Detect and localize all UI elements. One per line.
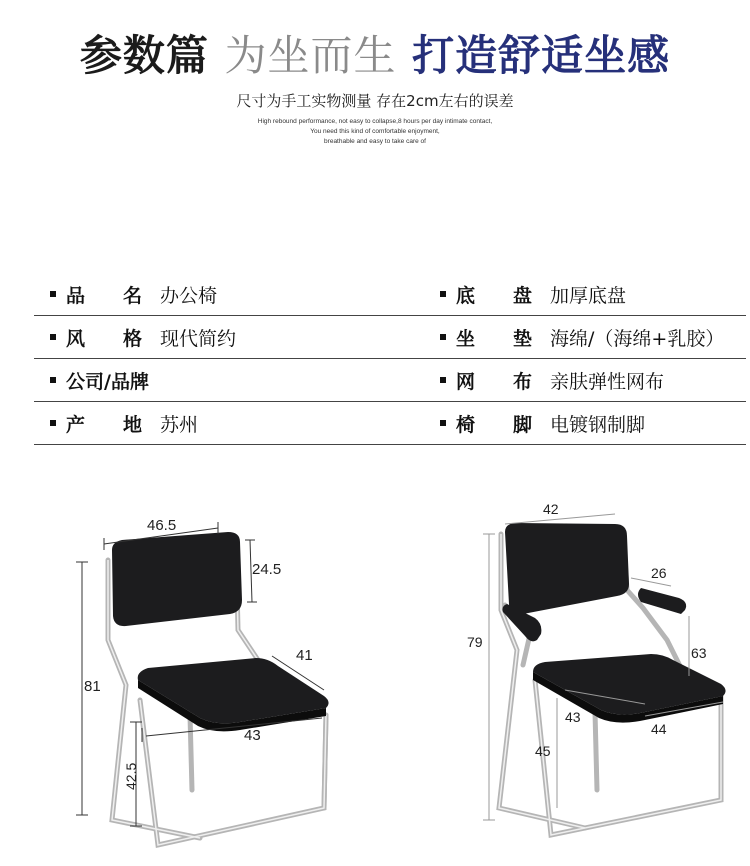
title-part-3: 打造舒适坐感 bbox=[412, 31, 671, 80]
spec-value: 现代简约 bbox=[160, 327, 237, 350]
spec-label bbox=[456, 324, 532, 351]
spec-item bbox=[34, 402, 390, 444]
header bbox=[0, 28, 750, 147]
english-line: breathable and easy to take care of bbox=[324, 138, 426, 145]
spec-label-char: 产 bbox=[66, 413, 86, 436]
subtitle: 尺寸为手工实物测量 存在2cm左右的误差 bbox=[236, 92, 514, 110]
chair-dimension-figure-right bbox=[455, 490, 750, 866]
spec-row bbox=[34, 359, 746, 402]
chair-dimension-figure-left bbox=[40, 490, 360, 866]
spec-label bbox=[66, 281, 142, 308]
spec-item bbox=[34, 273, 390, 315]
english-line: High rebound performance, not easy to collapse,8 hours per day intimate contact, bbox=[257, 118, 493, 125]
spec-item bbox=[34, 316, 390, 358]
spec-label-char: 地 bbox=[122, 413, 142, 436]
dimension-label-seat-height: 45 bbox=[535, 743, 551, 759]
spec-label-char: 坐 bbox=[456, 327, 476, 350]
title-part-2: 为坐而生 bbox=[224, 31, 397, 80]
spec-row bbox=[34, 273, 746, 316]
spec-label-char: 品 bbox=[66, 284, 86, 307]
page-title bbox=[0, 28, 750, 84]
spec-item bbox=[390, 402, 746, 444]
spec-item bbox=[390, 273, 746, 315]
chair-backrest bbox=[112, 532, 242, 626]
spec-value: 办公椅 bbox=[160, 284, 218, 307]
spec-label-char: 布 bbox=[512, 370, 532, 393]
dimension-label-height: 79 bbox=[467, 634, 483, 650]
spec-label-char: 脚 bbox=[512, 413, 532, 436]
bullet-icon bbox=[50, 291, 56, 297]
spec-label-char: 名 bbox=[122, 284, 142, 307]
bullet-icon bbox=[50, 420, 56, 426]
dimension-label-width: 42 bbox=[543, 501, 559, 517]
bullet-icon bbox=[50, 377, 56, 383]
spec-table bbox=[34, 273, 746, 445]
spec-label bbox=[66, 410, 142, 437]
dimension-label-width: 46.5 bbox=[147, 517, 177, 534]
dimension-label-depth: 41 bbox=[296, 647, 313, 664]
spec-label bbox=[456, 281, 532, 308]
spec-value: 加厚底盘 bbox=[550, 284, 627, 307]
spec-label-char: 椅 bbox=[456, 413, 476, 436]
bullet-icon bbox=[440, 334, 446, 340]
dimension-label-height: 81 bbox=[84, 678, 101, 695]
dimension-label-seat-width: 44 bbox=[651, 721, 667, 737]
dimension-label-seat-depth: 43 bbox=[565, 709, 581, 725]
spec-item bbox=[390, 359, 746, 401]
spec-label-char: 网 bbox=[456, 370, 476, 393]
title-part-1: 参数篇 bbox=[79, 31, 209, 80]
bullet-icon bbox=[440, 377, 446, 383]
dimension-label-back-height: 24.5 bbox=[252, 561, 282, 578]
spec-label bbox=[456, 367, 532, 394]
bullet-icon bbox=[50, 334, 56, 340]
spec-row bbox=[34, 316, 746, 359]
spec-label-char: 格 bbox=[122, 327, 142, 350]
spec-label-char: 底 bbox=[456, 284, 476, 307]
spec-row bbox=[34, 402, 746, 445]
dimension-label-seat-width: 43 bbox=[244, 727, 261, 744]
english-description bbox=[0, 117, 750, 147]
bullet-icon bbox=[440, 291, 446, 297]
spec-label-char: 风 bbox=[66, 327, 86, 350]
spec-value: 苏州 bbox=[160, 413, 199, 436]
spec-value: 亲肤弹性网布 bbox=[550, 370, 665, 393]
dimension-label-arm-depth: 26 bbox=[651, 565, 667, 581]
spec-item bbox=[390, 316, 746, 358]
dimension-label-arm-height: 63 bbox=[691, 645, 707, 661]
spec-label-char: 垫 bbox=[512, 327, 532, 350]
spec-value: 电镀钢制脚 bbox=[550, 413, 646, 436]
chair-backrest bbox=[505, 523, 629, 615]
spec-label-char: 盘 bbox=[512, 284, 532, 307]
dimension-label-seat-height: 42.5 bbox=[123, 762, 139, 790]
spec-value: 海绵/（海绵+乳胶） bbox=[550, 327, 725, 350]
spec-label bbox=[456, 410, 532, 437]
spec-label: 公司/品牌 bbox=[66, 370, 149, 393]
spec-label bbox=[66, 324, 142, 351]
bullet-icon bbox=[440, 420, 446, 426]
spec-item bbox=[34, 359, 390, 401]
english-line: You need this kind of comfortable enjoyment, bbox=[310, 128, 440, 135]
